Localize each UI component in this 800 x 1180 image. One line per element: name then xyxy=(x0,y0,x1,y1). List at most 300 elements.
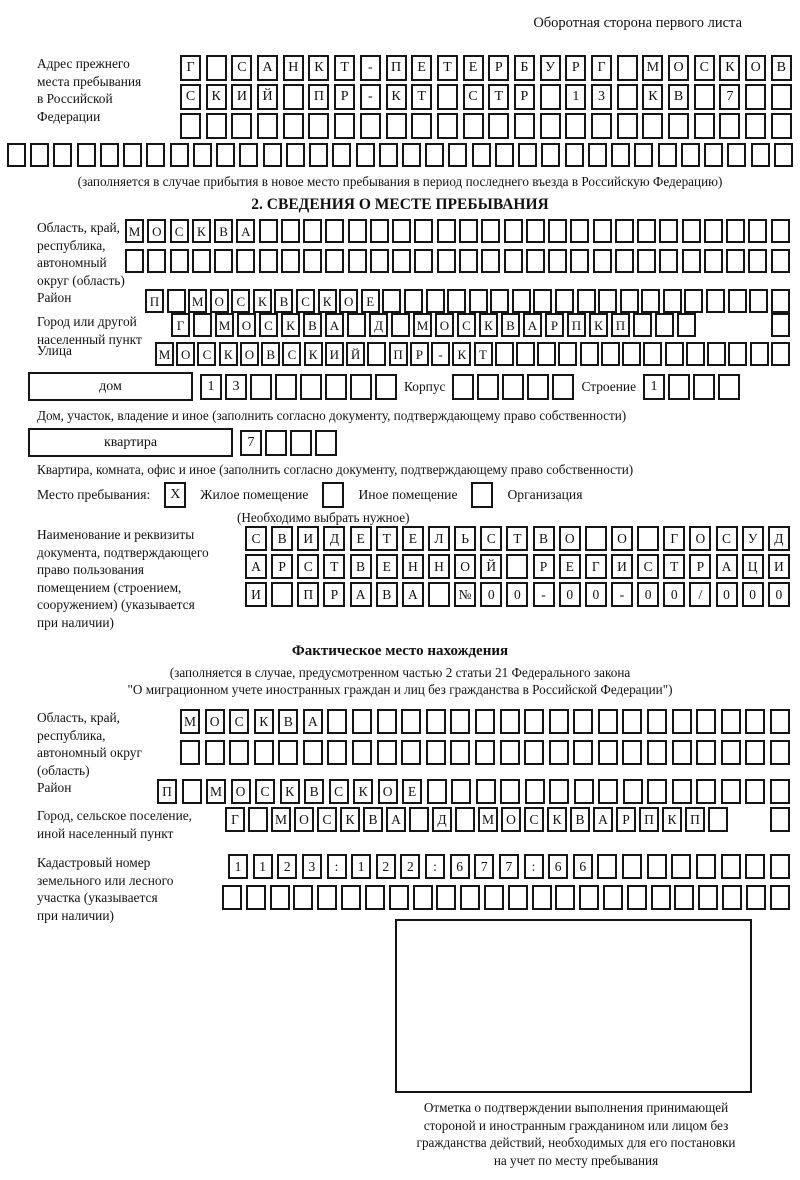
char-cell xyxy=(389,885,409,910)
char-cell xyxy=(532,885,552,910)
char-cell: С xyxy=(716,526,738,551)
char-cell xyxy=(352,740,372,765)
char-cell xyxy=(748,219,767,243)
char-cell: И xyxy=(768,554,790,579)
char-cell xyxy=(745,709,765,734)
char-cell xyxy=(259,249,278,273)
char-cell xyxy=(637,526,659,551)
char-cell xyxy=(348,249,367,273)
char-cell: - xyxy=(360,84,381,110)
apartment-note: Квартира, комната, офис и иное (заполнить согласно документу, подтверждающему право собственности) xyxy=(37,462,634,477)
char-cell: 2 xyxy=(277,854,297,879)
char-cell xyxy=(591,113,612,139)
char-cell: 1 xyxy=(200,374,222,400)
char-cell: О xyxy=(231,779,251,804)
char-cell xyxy=(382,289,401,313)
char-cell xyxy=(541,143,560,167)
fact-oblast-block xyxy=(37,709,800,779)
char-cell xyxy=(437,84,458,110)
char-cell xyxy=(332,143,351,167)
char-cell: 3 xyxy=(225,374,247,400)
s2-raion-block xyxy=(37,289,800,313)
s2-oblast-grid xyxy=(125,219,790,273)
char-cell xyxy=(527,374,549,400)
char-cell: К xyxy=(308,55,329,81)
char-cell xyxy=(647,740,667,765)
char-cell: У xyxy=(742,526,764,551)
char-cell: 7 xyxy=(719,84,740,110)
char-cell xyxy=(356,143,375,167)
char-cell xyxy=(350,374,372,400)
char-cell: С xyxy=(180,84,201,110)
char-cell: Н xyxy=(283,55,304,81)
document-row3 xyxy=(245,582,790,607)
char-cell: В xyxy=(376,582,398,607)
char-cell xyxy=(549,709,569,734)
char-cell xyxy=(620,289,639,313)
char-cell: 6 xyxy=(573,854,593,879)
checkbox-organization xyxy=(471,482,493,508)
char-cell xyxy=(549,779,569,804)
char-cell xyxy=(674,885,694,910)
fact-oblast-label: Область, край, республика, автономный округ (область) xyxy=(37,710,142,778)
char-cell xyxy=(495,342,514,366)
char-cell: О xyxy=(378,779,398,804)
house-number-cells xyxy=(200,374,397,400)
char-cell: Е xyxy=(376,554,398,579)
char-cell xyxy=(533,289,552,313)
char-cell xyxy=(308,113,329,139)
char-cell xyxy=(663,289,682,313)
char-cell xyxy=(216,143,235,167)
fact-oblast-row1 xyxy=(180,709,790,734)
char-cell xyxy=(411,113,432,139)
char-cell xyxy=(770,854,790,879)
char-cell xyxy=(573,740,593,765)
kadastr-grid xyxy=(228,854,790,910)
char-cell: 1 xyxy=(351,854,371,879)
char-cell xyxy=(409,807,429,832)
document-block xyxy=(37,526,800,631)
char-cell xyxy=(180,113,201,139)
char-cell: П xyxy=(297,582,319,607)
char-cell xyxy=(643,342,662,366)
char-cell xyxy=(392,219,411,243)
char-cell: К xyxy=(662,807,682,832)
char-cell: 0 xyxy=(742,582,764,607)
char-cell: П xyxy=(145,289,164,313)
char-cell: Р xyxy=(271,554,293,579)
char-cell xyxy=(696,779,716,804)
char-cell xyxy=(475,709,495,734)
char-cell xyxy=(259,219,278,243)
char-cell xyxy=(437,219,456,243)
char-cell: М xyxy=(215,313,234,337)
char-cell: В xyxy=(501,313,520,337)
char-cell xyxy=(504,249,523,273)
stroenie-cells xyxy=(643,374,740,400)
char-cell: А xyxy=(245,554,267,579)
char-cell: С xyxy=(259,313,278,337)
char-cell xyxy=(325,374,347,400)
char-cell xyxy=(317,885,337,910)
char-cell xyxy=(392,249,411,273)
char-cell xyxy=(300,374,322,400)
char-cell xyxy=(672,709,692,734)
char-cell xyxy=(447,289,466,313)
char-cell xyxy=(574,779,594,804)
char-cell: В xyxy=(274,289,293,313)
char-cell xyxy=(721,709,741,734)
char-cell: К xyxy=(452,342,471,366)
fact-gorod-row xyxy=(225,807,790,832)
char-cell: С xyxy=(480,526,502,551)
char-cell xyxy=(236,249,255,273)
char-cell: Д xyxy=(369,313,388,337)
char-cell: А xyxy=(350,582,372,607)
prev-address-label: Адрес прежнего места пребывания в Российской Федерации xyxy=(37,56,142,124)
char-cell xyxy=(377,709,397,734)
char-cell: А xyxy=(236,219,255,243)
char-cell xyxy=(526,249,545,273)
char-cell xyxy=(263,143,282,167)
char-cell xyxy=(696,854,716,879)
stamp-box xyxy=(395,919,752,1093)
char-cell: О xyxy=(210,289,229,313)
char-cell xyxy=(448,143,467,167)
char-cell xyxy=(686,342,705,366)
char-cell xyxy=(745,779,765,804)
char-cell xyxy=(281,219,300,243)
char-cell xyxy=(281,249,300,273)
char-cell xyxy=(598,289,617,313)
char-cell: К xyxy=(340,807,360,832)
house-row xyxy=(28,372,800,401)
stay-type-label: Место пребывания: xyxy=(37,487,151,502)
char-cell xyxy=(504,219,523,243)
char-cell xyxy=(617,113,638,139)
char-cell xyxy=(647,779,667,804)
char-cell xyxy=(182,779,202,804)
char-cell xyxy=(598,740,618,765)
char-cell xyxy=(726,249,745,273)
char-cell xyxy=(414,249,433,273)
char-cell xyxy=(379,143,398,167)
char-cell: Т xyxy=(376,526,398,551)
char-cell: 0 xyxy=(506,582,528,607)
char-cell: 1 xyxy=(643,374,665,400)
char-cell: Е xyxy=(350,526,372,551)
char-cell: М xyxy=(642,55,663,81)
char-cell: Г xyxy=(591,55,612,81)
char-cell xyxy=(770,885,790,910)
char-cell: В xyxy=(214,219,233,243)
char-cell xyxy=(495,143,514,167)
document-row1 xyxy=(245,526,790,551)
char-cell: П xyxy=(308,84,329,110)
char-cell: А xyxy=(523,313,542,337)
char-cell xyxy=(428,582,450,607)
char-cell xyxy=(718,374,740,400)
s2-ulitsa-label: Улица xyxy=(37,343,72,358)
char-cell xyxy=(622,740,642,765)
s2-ulitsa-block xyxy=(37,342,800,366)
char-cell xyxy=(518,143,537,167)
char-cell: Г xyxy=(663,526,685,551)
char-cell xyxy=(500,779,520,804)
char-cell: О xyxy=(237,313,256,337)
char-cell: О xyxy=(240,342,259,366)
char-cell: 0 xyxy=(585,582,607,607)
char-cell xyxy=(721,854,741,879)
char-cell: 6 xyxy=(450,854,470,879)
char-cell xyxy=(370,249,389,273)
char-cell xyxy=(426,709,446,734)
char-cell xyxy=(469,289,488,313)
char-cell xyxy=(622,854,642,879)
char-cell xyxy=(665,342,684,366)
header-note: Оборотная сторона первого листа xyxy=(533,15,742,31)
char-cell xyxy=(325,219,344,243)
char-cell: В xyxy=(278,709,298,734)
char-cell xyxy=(283,113,304,139)
char-cell xyxy=(641,289,660,313)
char-cell: Р xyxy=(533,554,555,579)
char-cell: - xyxy=(431,342,450,366)
char-cell: О xyxy=(205,709,225,734)
char-cell: Е xyxy=(402,779,422,804)
char-cell: О xyxy=(435,313,454,337)
char-cell xyxy=(770,779,790,804)
char-cell xyxy=(706,289,725,313)
char-cell: О xyxy=(147,219,166,243)
stamp-caption: Отметка о подтверждении выполнения принимающей стороной и иностранным гражданином или лицом без гражданства действий, необходимых для его постановки на учет по месту пребывания xyxy=(416,1100,736,1168)
char-cell xyxy=(745,740,765,765)
char-cell: К xyxy=(192,219,211,243)
char-cell: : xyxy=(524,854,544,879)
fact-title: Фактическое место нахождения xyxy=(291,643,509,659)
char-cell: П xyxy=(389,342,408,366)
char-cell xyxy=(617,84,638,110)
char-cell xyxy=(552,374,574,400)
char-cell: И xyxy=(245,582,267,607)
char-cell: К xyxy=(719,55,740,81)
char-cell xyxy=(617,55,638,81)
char-cell xyxy=(214,249,233,273)
char-cell: О xyxy=(454,554,476,579)
char-cell xyxy=(694,113,715,139)
char-cell xyxy=(580,342,599,366)
char-cell: А xyxy=(716,554,738,579)
char-cell xyxy=(375,374,397,400)
char-cell: Г xyxy=(171,313,190,337)
char-cell xyxy=(123,143,142,167)
char-cell xyxy=(401,740,421,765)
char-cell xyxy=(577,289,596,313)
char-cell: О xyxy=(339,289,358,313)
char-cell xyxy=(622,709,642,734)
char-cell: 1 xyxy=(228,854,248,879)
char-cell: И xyxy=(325,342,344,366)
char-cell xyxy=(193,143,212,167)
s2-oblast-label: Область, край, республика, автономный округ (область) xyxy=(37,220,125,288)
char-cell xyxy=(677,313,696,337)
char-cell: Т xyxy=(488,84,509,110)
char-cell: К xyxy=(318,289,337,313)
char-cell xyxy=(770,740,790,765)
char-cell: Р xyxy=(488,55,509,81)
char-cell: С xyxy=(282,342,301,366)
char-cell xyxy=(696,709,716,734)
prev-address-row4 xyxy=(7,143,793,167)
char-cell xyxy=(570,249,589,273)
char-cell: Н xyxy=(428,554,450,579)
char-cell: К xyxy=(386,84,407,110)
apartment-number-cells xyxy=(240,430,337,456)
fact-note2: "О миграционном учете иностранных граждан и лиц без гражданства в Российской Федерации") xyxy=(127,682,673,697)
char-cell xyxy=(426,740,446,765)
fact-gorod-label: Город, сельское поселение, иной населенный пункт xyxy=(37,808,193,841)
char-cell: М xyxy=(180,709,200,734)
char-cell xyxy=(481,219,500,243)
char-cell: С xyxy=(463,84,484,110)
char-cell xyxy=(309,143,328,167)
char-cell xyxy=(352,709,372,734)
char-cell xyxy=(573,709,593,734)
char-cell: Д xyxy=(432,807,452,832)
char-cell: В xyxy=(570,807,590,832)
char-cell xyxy=(537,342,556,366)
char-cell: 6 xyxy=(548,854,568,879)
prev-address-block xyxy=(37,55,800,139)
char-cell: М xyxy=(413,313,432,337)
char-cell xyxy=(770,807,790,832)
char-cell xyxy=(548,219,567,243)
char-cell xyxy=(540,113,561,139)
char-cell: И xyxy=(611,554,633,579)
char-cell: С xyxy=(694,55,715,81)
char-cell: С xyxy=(457,313,476,337)
char-cell: Е xyxy=(463,55,484,81)
fact-note1: (заполняется в случае, предусмотренном частью 2 статьи 21 Федерального закона xyxy=(169,665,631,680)
char-cell xyxy=(404,289,423,313)
kadastr-row2 xyxy=(222,885,790,910)
char-cell xyxy=(615,219,634,243)
char-cell xyxy=(450,709,470,734)
char-cell xyxy=(315,430,337,456)
char-cell: Т xyxy=(474,342,493,366)
char-cell xyxy=(721,740,741,765)
char-cell xyxy=(500,709,520,734)
char-cell xyxy=(770,709,790,734)
char-cell xyxy=(672,740,692,765)
char-cell xyxy=(681,143,700,167)
char-cell xyxy=(771,313,790,337)
char-cell: П xyxy=(386,55,407,81)
char-cell xyxy=(500,740,520,765)
char-cell: Р xyxy=(616,807,636,832)
char-cell xyxy=(125,249,144,273)
prev-address-note: (заполняется в случае прибытия в новое место пребывания в период последнего въезда в Российскую Федерацию) xyxy=(77,174,723,189)
char-cell: 1 xyxy=(565,84,586,110)
char-cell: С xyxy=(245,526,267,551)
char-cell xyxy=(206,113,227,139)
char-cell xyxy=(222,885,242,910)
char-cell: 0 xyxy=(663,582,685,607)
char-cell xyxy=(658,143,677,167)
char-cell: С xyxy=(329,779,349,804)
char-cell: 3 xyxy=(302,854,322,879)
char-cell xyxy=(303,249,322,273)
char-cell: О xyxy=(745,55,766,81)
checkbox-other-premises xyxy=(322,482,344,508)
stay-type-row xyxy=(37,482,800,508)
char-cell xyxy=(727,143,746,167)
char-cell xyxy=(693,374,715,400)
char-cell xyxy=(771,289,790,313)
char-cell xyxy=(452,374,474,400)
char-cell: С xyxy=(231,289,250,313)
char-cell xyxy=(459,219,478,243)
char-cell xyxy=(598,709,618,734)
checkbox-residential: X xyxy=(164,482,186,508)
char-cell: - xyxy=(533,582,555,607)
house-note: Дом, участок, владение и иное (заполнить согласно документу, подтверждающему право собственности) xyxy=(37,408,627,423)
char-cell xyxy=(565,113,586,139)
char-cell xyxy=(451,779,471,804)
char-cell xyxy=(524,740,544,765)
char-cell xyxy=(401,709,421,734)
char-cell xyxy=(746,885,766,910)
char-cell xyxy=(239,143,258,167)
char-cell: 7 xyxy=(499,854,519,879)
char-cell xyxy=(481,249,500,273)
char-cell xyxy=(682,249,701,273)
char-cell xyxy=(508,885,528,910)
char-cell xyxy=(647,854,667,879)
char-cell: К xyxy=(479,313,498,337)
char-cell: С xyxy=(170,219,189,243)
char-cell xyxy=(642,113,663,139)
char-cell xyxy=(205,740,225,765)
char-cell xyxy=(271,582,293,607)
char-cell xyxy=(229,740,249,765)
char-cell xyxy=(488,113,509,139)
char-cell xyxy=(672,779,692,804)
char-cell xyxy=(325,249,344,273)
char-cell xyxy=(254,740,274,765)
house-type-box: дом xyxy=(28,372,193,401)
char-cell xyxy=(257,113,278,139)
char-cell: К xyxy=(254,709,274,734)
char-cell xyxy=(475,740,495,765)
s2-ulitsa-row xyxy=(155,342,790,366)
char-cell: К xyxy=(253,289,272,313)
char-cell: Р xyxy=(514,84,535,110)
char-cell xyxy=(751,143,770,167)
char-cell: 1 xyxy=(253,854,273,879)
char-cell: Н xyxy=(402,554,424,579)
char-cell xyxy=(459,249,478,273)
char-cell: 3 xyxy=(591,84,612,110)
char-cell xyxy=(477,374,499,400)
char-cell xyxy=(655,313,674,337)
char-cell xyxy=(525,779,545,804)
char-cell: Р xyxy=(410,342,429,366)
s2-oblast-block xyxy=(37,219,800,289)
char-cell xyxy=(250,374,272,400)
char-cell xyxy=(698,885,718,910)
